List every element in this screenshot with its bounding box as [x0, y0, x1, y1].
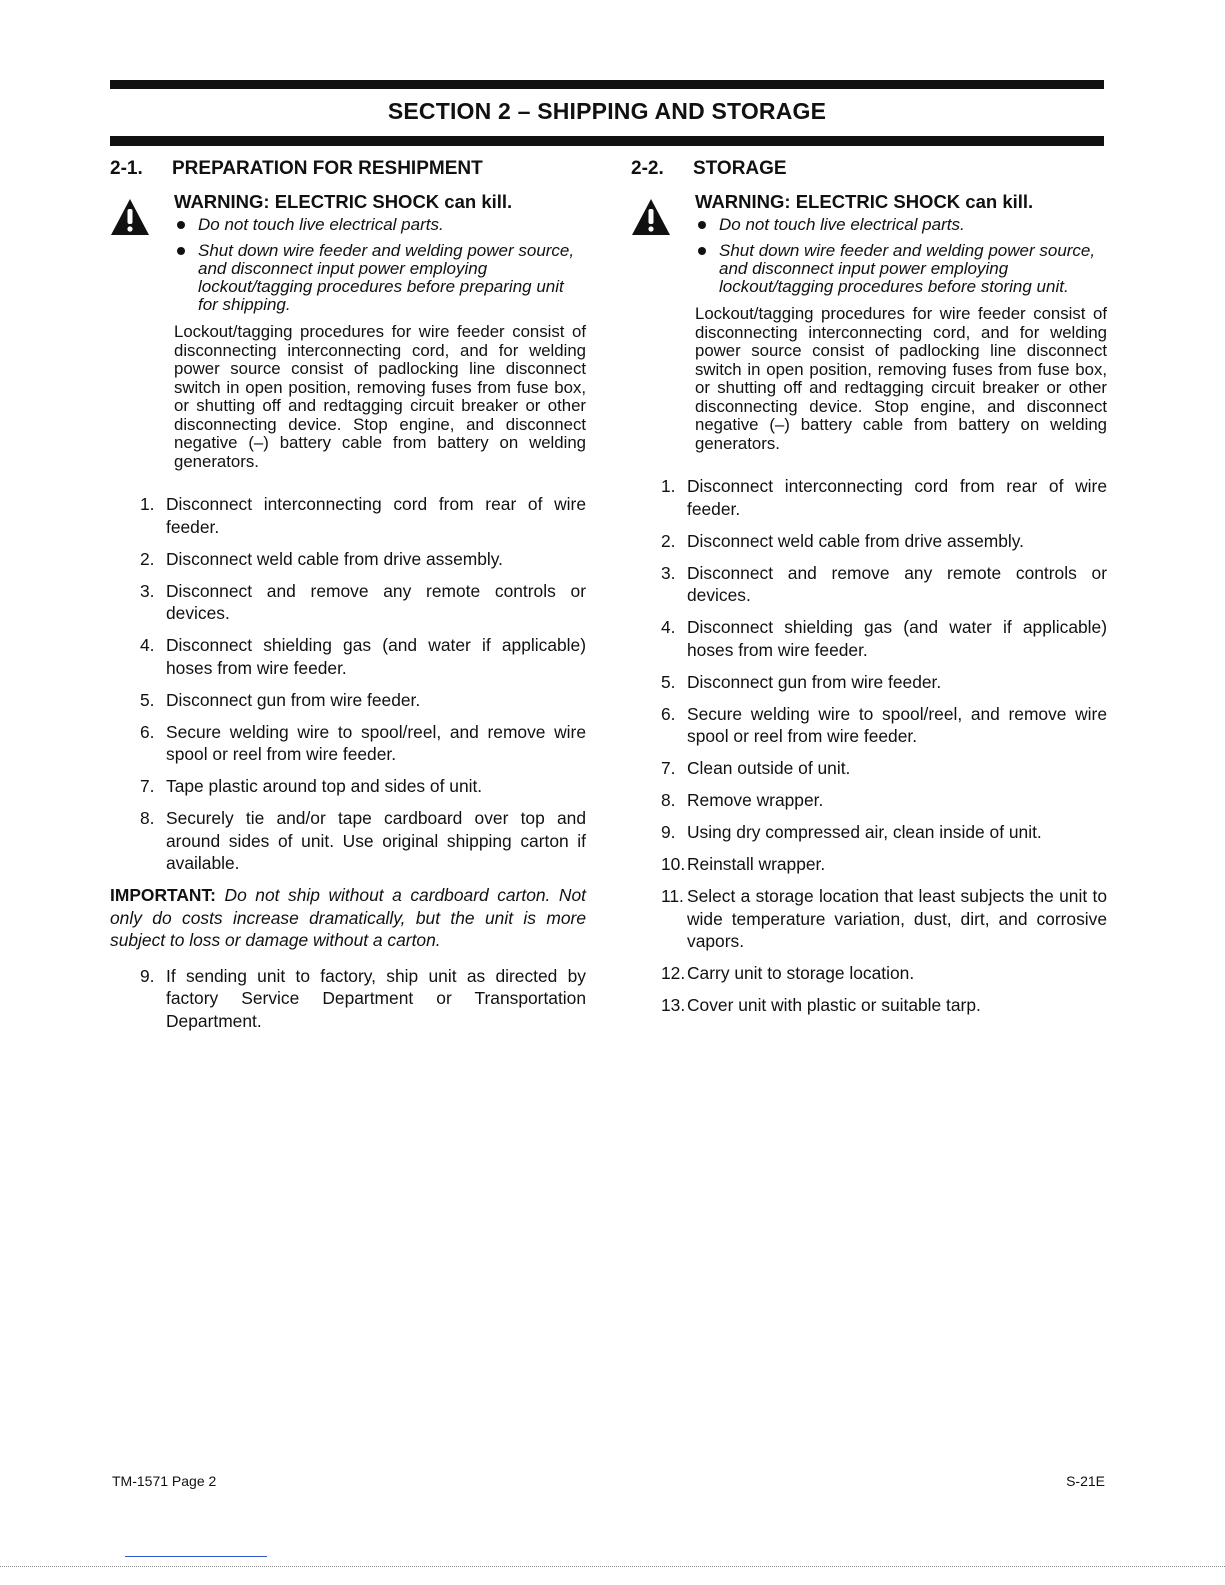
warning-triangle-icon	[631, 198, 671, 236]
section-heading-reshipment	[110, 158, 586, 184]
warning-title: WARNING: ELECTRIC SHOCK can kill.	[174, 191, 513, 212]
heading-title: PREPARATION FOR RESHIPMENT	[172, 158, 483, 179]
warning-block	[631, 190, 1107, 453]
page-link-underline	[125, 1556, 267, 1557]
list-item: 2. Disconnect weld cable from drive assembly.	[661, 530, 1024, 551]
list-item: 8. Remove wrapper.	[661, 790, 824, 810]
warning-title: WARNING: ELECTRIC SHOCK can kill.	[695, 191, 1034, 212]
storage-steps	[631, 475, 1107, 1017]
warning-bullet: Shut down wire feeder and welding power source, and disconnect input power employing lockout/tagging procedures before storing unit.	[695, 242, 1107, 296]
list-item: 9. Using dry compressed air, clean inside of unit.	[661, 822, 1042, 842]
list-item: 3. Disconnect and remove any remote controls or devices.	[140, 580, 586, 623]
list-item: 7. Clean outside of unit.	[661, 758, 851, 778]
section-heading-storage	[631, 158, 1107, 184]
section-title: SECTION 2 – SHIPPING AND STORAGE	[387, 98, 827, 124]
list-item: 6. Secure welding wire to spool/reel, and remove wire spool or reel from wire feeder.	[140, 721, 586, 764]
warning-bullet: Shut down wire feeder and welding power source, and disconnect input power employing lockout/tagging procedures before preparing unit for shipping.	[174, 242, 586, 314]
list-item: 10. Reinstall wrapper.	[661, 854, 826, 874]
list-item: 4. Disconnect shielding gas (and water if applicable) hoses from wire feeder.	[140, 635, 586, 678]
warning-block	[110, 190, 586, 471]
list-item: 8. Securely tie and/or tape cardboard over top and around sides of unit. Use original shipping carton if available.	[140, 808, 586, 873]
footer-page-id: TM-1571 Page 2	[112, 1473, 217, 1489]
list-item: 3. Disconnect and remove any remote controls or devices.	[661, 562, 1107, 605]
warning-triangle-icon	[110, 198, 150, 236]
list-item: 11. Select a storage location that least subjects the unit to wide temperature variation, dust, dirt, and corrosive vapors.	[661, 886, 1107, 951]
list-item: 7. Tape plastic around top and sides of unit.	[140, 776, 483, 796]
list-item: 1. Disconnect interconnecting cord from rear of wire feeder.	[661, 476, 1107, 519]
important-text: Do not ship without a cardboard carton. Not only do costs increase dramatically, but the unit is more subject to loss or damage without a carton.	[110, 885, 586, 950]
lockout-text: Lockout/tagging procedures for wire feeder consist of disconnecting interconnecting cord, and for welding power source consist of padlocking line disconnect switch in open position, removing fuses from fuse box, or shutting off and redtagging circuit breaker or other disconnecting device. Stop engine, and disconnect negative (–) battery cable from battery on welding generators.	[174, 322, 586, 471]
list-item: 2. Disconnect weld cable from drive assembly.	[140, 548, 503, 569]
list-item: 4. Disconnect shielding gas (and water if applicable) hoses from wire feeder.	[661, 617, 1107, 660]
list-item: 9. If sending unit to factory, ship unit as directed by factory Service Department or Transportation Department.	[140, 965, 586, 1031]
important-label: IMPORTANT:	[110, 885, 216, 905]
list-item: 5. Disconnect gun from wire feeder.	[140, 689, 421, 710]
important-note	[110, 884, 586, 952]
top-rule	[110, 80, 1104, 89]
heading-title: STORAGE	[693, 158, 787, 179]
lockout-text: Lockout/tagging procedures for wire feeder consist of disconnecting interconnecting cord, and for welding power source consist of padlocking line disconnect switch in open position, removing fuses from fuse box, or shutting off and redtagging circuit breaker or other disconnecting device. Stop engine, and disconnect negative (–) battery cable from battery on welding generators.	[695, 304, 1107, 453]
heading-number: 2-1.	[110, 158, 143, 179]
warning-bullet: Do not touch live electrical parts.	[695, 216, 1107, 234]
heading-number: 2-2.	[631, 158, 664, 179]
footer-doc-code: S-21E	[1066, 1473, 1105, 1489]
list-item: 12. Carry unit to storage location.	[661, 963, 915, 983]
title-underline-rule	[110, 136, 1104, 146]
list-item: 13. Cover unit with plastic or suitable tarp.	[661, 995, 981, 1015]
list-item: 6. Secure welding wire to spool/reel, and remove wire spool or reel from wire feeder.	[661, 703, 1107, 746]
list-item: 5. Disconnect gun from wire feeder.	[661, 671, 942, 692]
warning-bullet: Do not touch live electrical parts.	[174, 216, 586, 234]
list-item: 1. Disconnect interconnecting cord from rear of wire feeder.	[140, 494, 586, 537]
right-column	[631, 158, 1107, 1026]
reshipment-steps	[110, 493, 586, 1032]
page-bottom-dotted-line	[0, 1566, 1225, 1567]
left-column	[110, 158, 586, 1042]
